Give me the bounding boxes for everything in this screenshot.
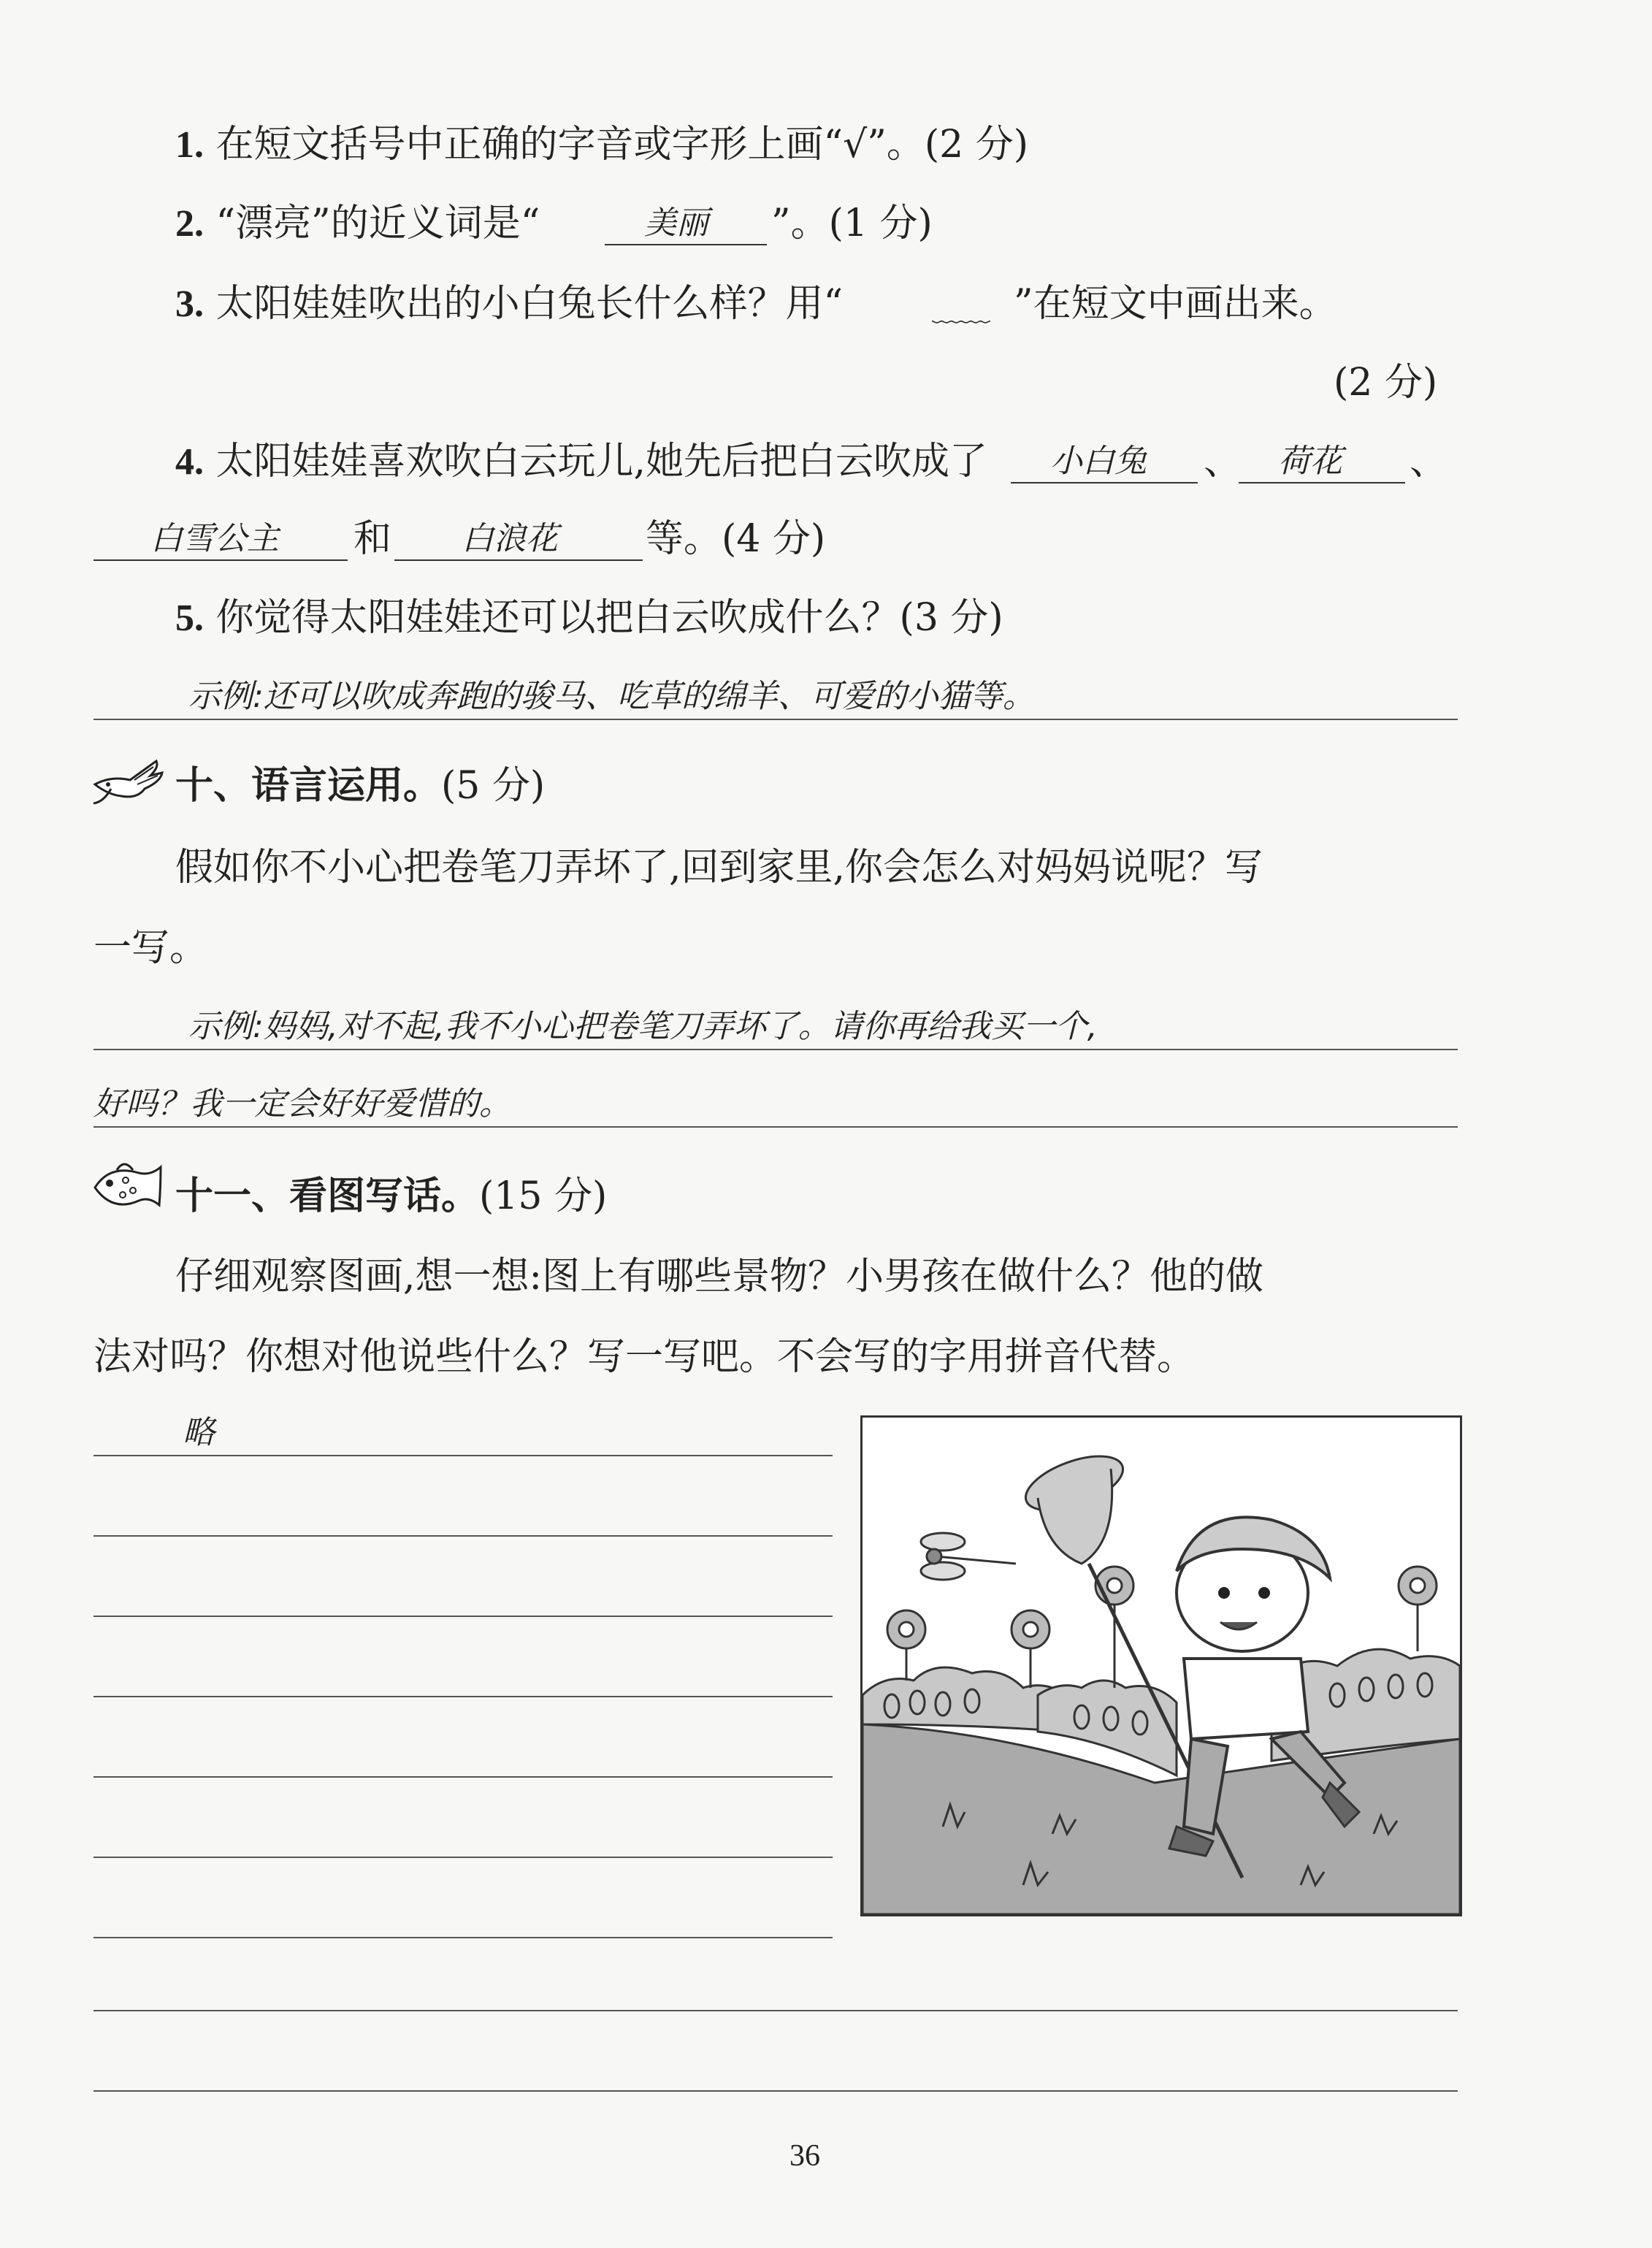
question-text-end: ”。(1 分) [771, 202, 933, 245]
section-10-heading [175, 762, 545, 809]
section-11-prompt-cont: 法对吗？你想对他说些什么？写一写吧。不会写的字用拼音代替。 [93, 1335, 1196, 1379]
handwritten-answer: 美丽 [644, 204, 708, 242]
question-number: 3. [175, 283, 204, 325]
answer-line [93, 1126, 1458, 1128]
writing-line [93, 1857, 833, 1858]
question-number: 1. [175, 124, 204, 166]
writing-line [93, 1535, 833, 1537]
handwritten-answer: 略 [183, 1414, 215, 1451]
question-text: “漂亮”的近义词是“ [215, 202, 540, 245]
writing-line [93, 2090, 1458, 2092]
answer-underline [93, 559, 348, 561]
handwritten-answer: 好吗？我一定会好好爱惜的。 [93, 1085, 511, 1123]
question-text: 你觉得太阳娃娃还可以把白云吹成什么？(3 分) [215, 596, 1003, 640]
writing-line [93, 1937, 833, 1938]
separator: 、 [1204, 440, 1242, 483]
writing-line [93, 2010, 1458, 2011]
separator: 、 [1410, 440, 1448, 483]
handwritten-answer: 示例:妈妈,对不起,我不小心把卷笔刀弄坏了。请你再给我买一个, [188, 1008, 1098, 1045]
writing-line [93, 1455, 833, 1456]
question-text: 在短文括号中正确的字音或字形上画“√”。(2 分) [215, 123, 1029, 167]
section-11-prompt: 仔细观察图画,想一想:图上有哪些景物？小男孩在做什么？他的做 [175, 1255, 1264, 1299]
section-score: (5 分) [441, 764, 546, 808]
handwritten-answer: 荷花 [1278, 443, 1342, 480]
handwritten-answer: 示例:还可以吹成奔跑的骏马、吃草的绵羊、可爱的小猫等。 [188, 678, 1035, 715]
writing-line [93, 1616, 833, 1617]
question-score: (2 分) [1334, 361, 1438, 405]
question-text-end: 等。(4 分) [646, 517, 826, 561]
connector-text: 和 [353, 517, 392, 561]
answer-line [93, 719, 1458, 720]
question-number: 4. [175, 441, 204, 483]
fish-icon [88, 1154, 168, 1223]
answer-line [93, 1049, 1458, 1050]
question-4 [175, 438, 987, 486]
writing-line [93, 1776, 833, 1778]
section-10-prompt: 假如你不小心把卷笔刀弄坏了,回到家里,你会怎么对妈妈说呢？写 [175, 846, 1263, 890]
question-text-end: ”在短文中画出来。 [1014, 282, 1337, 326]
page-number: 36 [789, 2139, 820, 2173]
section-score: (15 分) [479, 1174, 608, 1218]
answer-underline [1011, 482, 1198, 483]
answer-underline [1239, 482, 1405, 483]
question-number: 2. [175, 203, 204, 245]
boy-catching-dragonfly-illustration [860, 1415, 1462, 1916]
handwritten-answer: 白浪花 [462, 520, 558, 557]
wavy-line-mark: ﹏﹏ [932, 294, 990, 328]
question-1 [175, 121, 1028, 169]
question-5 [175, 595, 1003, 642]
handwritten-answer: 白雪公主 [150, 520, 279, 557]
section-title: 十一、看图写话。 [175, 1174, 480, 1218]
answer-underline [394, 559, 643, 561]
writing-line [93, 1696, 833, 1697]
question-2 [175, 200, 540, 248]
answer-underline [605, 244, 767, 245]
section-10-prompt-cont: 一写。 [93, 926, 208, 970]
handwritten-answer: 小白兔 [1050, 443, 1147, 480]
section-11-heading [175, 1173, 607, 1220]
question-text: 太阳娃娃喜欢吹白云玩儿,她先后把白云吹成了 [215, 440, 988, 483]
question-text: 太阳娃娃吹出的小白兔长什么样？用“ [215, 282, 844, 326]
question-3 [175, 280, 843, 328]
bird-icon [89, 751, 169, 812]
section-title: 十、语言运用。 [175, 763, 442, 808]
question-number: 5. [175, 597, 204, 639]
